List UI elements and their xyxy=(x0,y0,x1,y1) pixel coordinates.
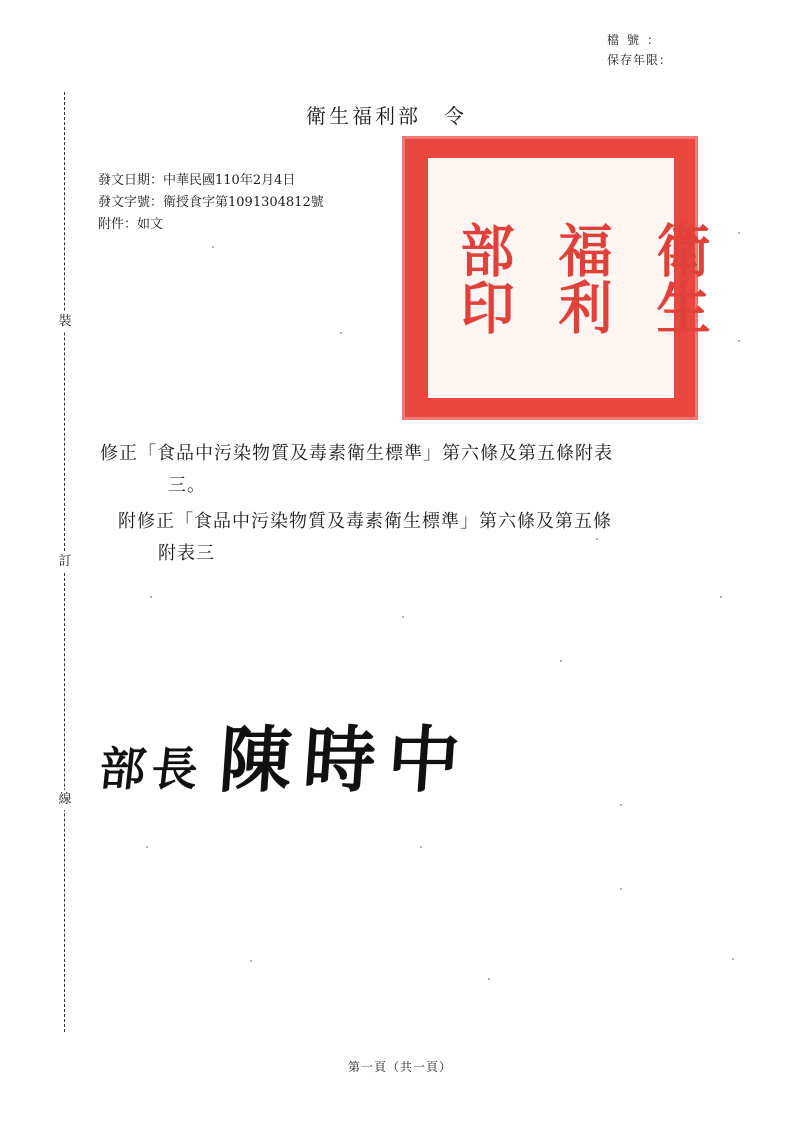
speckle xyxy=(250,960,252,962)
attachment-text-line-2: 附表三 xyxy=(158,543,215,564)
document-meta xyxy=(98,170,324,236)
signature-name: 陳時中 xyxy=(216,717,475,802)
order-text xyxy=(100,438,700,502)
retention-row xyxy=(607,50,672,70)
speckle xyxy=(720,596,722,598)
signature-title: 部長 xyxy=(96,742,207,796)
speckle xyxy=(488,978,490,980)
speckle xyxy=(738,232,740,234)
seal-column-2: 福利 xyxy=(550,221,613,335)
speckle xyxy=(150,596,152,598)
speckle xyxy=(620,888,622,890)
seal-inner xyxy=(428,158,711,398)
speckle xyxy=(732,958,734,960)
file-number-row xyxy=(607,30,672,50)
official-seal xyxy=(402,136,711,420)
speckle xyxy=(402,616,404,618)
issue-date: 發文日期：中華民國110年2月4日 xyxy=(98,173,296,188)
attachment-text-line-1: 附修正「食品中污染物質及毒素衛生標準」第六條及第五條 xyxy=(118,511,612,532)
attachment-note: 附件：如文 xyxy=(98,217,164,232)
attachment-text xyxy=(118,506,718,570)
speckle xyxy=(596,538,598,540)
document-title: 衛生福利部 令 xyxy=(306,104,467,128)
speckle xyxy=(620,804,622,806)
speckle xyxy=(340,332,342,334)
speckle xyxy=(212,246,214,248)
seal-column-1: 衛生 xyxy=(648,221,711,335)
order-text-line-1: 修正「食品中污染物質及毒素衛生標準」第六條及第五條附表 xyxy=(100,443,613,464)
binding-char-ding: 訂 xyxy=(56,552,74,572)
seal-column-3: 部印 xyxy=(452,221,515,335)
speckle xyxy=(738,340,740,342)
reference-number: 發文字號：衛授食字第1091304812號 xyxy=(98,195,324,210)
order-text-line-2: 三。 xyxy=(168,475,206,496)
speckle xyxy=(420,846,422,848)
binding-char-xian: 線 xyxy=(56,790,74,810)
binding-char-zhuang: 裝 xyxy=(56,312,74,332)
file-number-label: 檔號： xyxy=(606,33,667,47)
page-footer: 第一頁（共一頁） xyxy=(347,1060,452,1074)
retention-label: 保存年限： xyxy=(606,53,672,67)
minister-signature xyxy=(96,702,475,806)
speckle xyxy=(560,660,562,662)
speckle xyxy=(146,846,148,848)
file-info xyxy=(607,30,672,70)
